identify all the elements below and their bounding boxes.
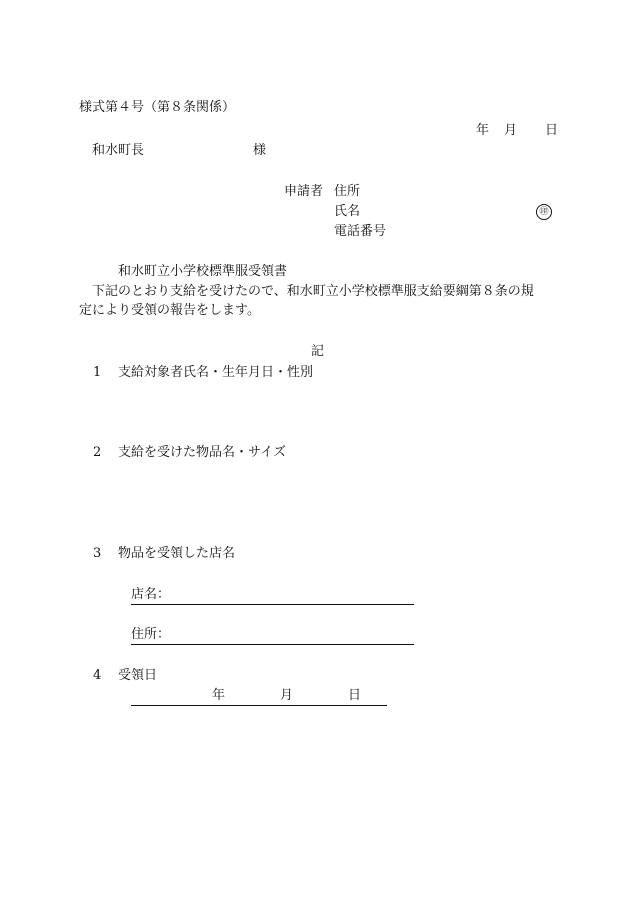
store-address-field[interactable] xyxy=(131,627,414,645)
receipt-date-day-label: 日 xyxy=(348,688,362,703)
form-number: 様式第４号（第８条関係） xyxy=(79,100,236,115)
applicant-phone-label: 電話番号 xyxy=(334,224,387,239)
store-name-field[interactable] xyxy=(131,587,414,605)
store-name-label: 店名： xyxy=(131,587,171,602)
applicant-address-label: 住所 xyxy=(334,184,361,199)
receipt-date-year-label: 年 xyxy=(212,688,226,703)
item-2-number: 2 xyxy=(93,445,102,460)
item-3-label: 物品を受領した店名 xyxy=(118,546,236,561)
item-3-number: 3 xyxy=(93,546,102,561)
store-address-label: 住所： xyxy=(131,627,171,642)
date-year-label: 年 xyxy=(476,123,490,138)
applicant-name-label: 氏名 xyxy=(334,204,361,219)
body-text-line-2: 定により受領の報告をします。 xyxy=(79,303,260,318)
seal-mark-icon: ㊞ xyxy=(536,204,552,220)
receipt-date-field[interactable] xyxy=(131,688,387,706)
receipt-date-month-label: 月 xyxy=(280,688,294,703)
date-month-label: 月 xyxy=(504,123,518,138)
ki-heading: 記 xyxy=(311,344,325,359)
body-text-line-1: 下記のとおり支給を受けたので、和水町立小学校標準服支給要綱第８条の規 xyxy=(92,284,534,299)
addressee-name: 和水町長 xyxy=(92,143,145,158)
item-1-label: 支給対象者氏名・生年月日・性別 xyxy=(118,365,314,380)
item-4-number: 4 xyxy=(93,668,102,683)
document-title: 和水町立小学校標準服受領書 xyxy=(118,264,288,279)
applicant-label: 申請者 xyxy=(284,184,324,199)
item-2-label: 支給を受けた物品名・サイズ xyxy=(118,445,286,460)
date-day-label: 日 xyxy=(545,123,559,138)
item-1-number: 1 xyxy=(93,365,102,380)
item-4-label: 受領日 xyxy=(118,668,158,683)
addressee-honorific: 様 xyxy=(253,143,267,158)
